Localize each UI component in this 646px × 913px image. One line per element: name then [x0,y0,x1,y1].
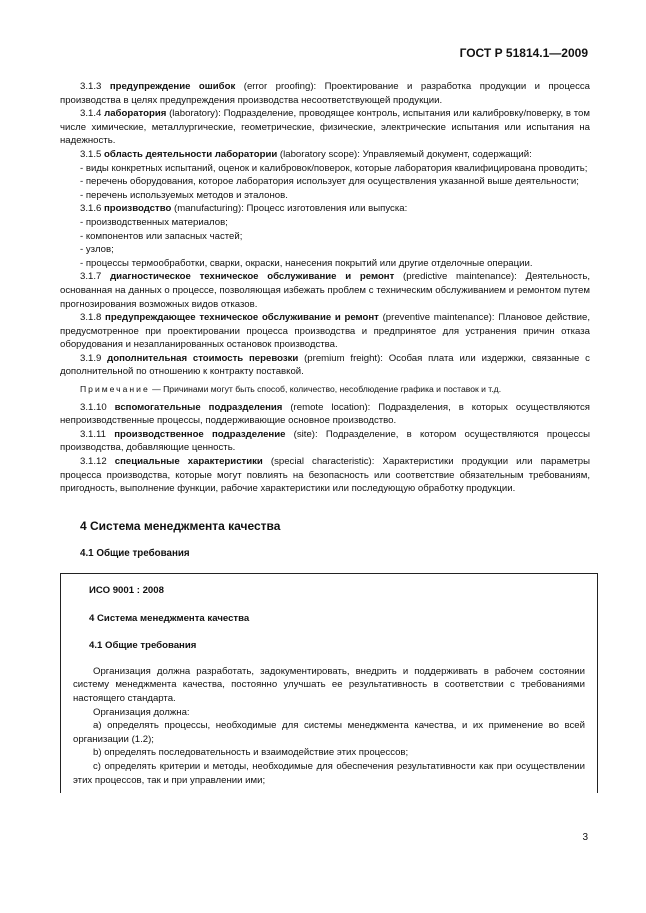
def-term: производственное подразделение [114,428,286,440]
def-term: диагностическое техническое обслуживание и ремонт [110,271,395,283]
subsection-4-1-heading: 4.1 Общие требования [80,548,190,560]
definition-3-1-10 [60,401,590,428]
document-id-header: ГОСТ Р 51814.1—2009 [459,46,588,60]
def-number: 3.1.10 [80,401,115,413]
iso-list-item: b) определять последовательность и взаимодействие этих процессов; [93,747,409,759]
note-text: — Причинами могут быть способ, количество, несоблюдение графика и поставок и т.д. [149,384,502,395]
list-item: - перечень оборудования, которое лаборатория использует для осуществления указанной выше деятельности; [80,176,579,188]
def-text: (site): Подразделение, в котором осуществляются процессы производства, добавляющие ценность. [60,428,590,454]
list-item: - производственных материалов; [80,216,228,228]
def-term: предупреждающее техническое обслуживание и ремонт [105,312,379,324]
def-text: (manufacturing): Процесс изготовления или выпуска: [171,203,408,215]
note-label: Примечание [80,384,150,395]
def-number: 3.1.5 [80,148,105,160]
definition-3-1-5 [60,148,590,162]
definition-3-1-6 [60,202,590,216]
definition-3-1-7 [60,270,590,311]
document-body [60,80,590,793]
def-number: 3.1.6 [80,203,105,215]
def-text: (laboratory): Подразделение, проводящее контроль, испытания или калибровку/поверку, в том числе химические, металлургические, геометрические, физические, электрические испытания или испытания на надежность. [60,108,590,147]
def-number: 3.1.8 [80,312,106,324]
section-4-heading: 4 Система менеджмента качества [80,518,281,533]
iso-list-item: a) определять процессы, необходимые для системы менеджмента качества, и их применение во всей организации (1.2); [73,720,585,745]
page-number: 3 [582,832,588,843]
list-item: - процессы термообработки, сварки, окраски, нанесения покрытий или другие отделочные операции. [80,257,533,269]
iso-section-heading: 4 Система менеджмента качества [89,612,250,624]
def-number: 3.1.9 [80,352,108,364]
iso-paragraph: Организация должна разработать, задокументировать, внедрить и поддерживать в рабочем состоянии систему менеджмента качества, постоянно улучшать ее результативность в соответствии с требованиями настоящего стандарта. [73,665,585,704]
definition-3-1-4 [60,107,590,148]
def-number: 3.1.7 [80,271,111,283]
iso-list-item: c) определять критерии и методы, необходимые для обеспечения результативности как при осуществлении этих процессов, так и при управлении ими; [73,760,585,786]
def-term: лаборатория [104,108,167,120]
definition-3-1-8 [60,311,590,352]
list-item: - узлов; [80,244,114,256]
def-text: (error proofing): Проектирование и разработка продукции и процесса производства в целях предупреждения производства несоответствующей продукции. [60,81,590,106]
def-term: дополнительная стоимость перевозки [107,352,299,364]
def-term: предупреждение ошибок [109,81,236,92]
def-text: (special characteristic): Характеристики продукции или параметры процесса производства, которые могут повлиять на безопасность или соответствие обязательным требованиям, пригодность, выполнение функции, рабочие характеристики или последующую обработку продукции. [60,456,591,495]
def-term: специальные характеристики [114,456,263,468]
def-number: 3.1.12 [80,456,115,468]
def-number: 3.1.4 [80,108,105,120]
definition-3-1-11 [60,428,590,455]
list-item: - компонентов или запасных частей; [80,230,243,242]
definition-3-1-12 [60,455,590,496]
def-text: (laboratory scope): Управляемый документ, содержащий: [277,148,532,160]
iso-source-label: ИСО 9001 : 2008 [89,585,164,596]
def-text: (predictive maintenance): Деятельность, основанная на данных о процессе, позволяющая избежать проблем с техническим обслуживанием и ремонтом путем прогнозирования возможных видов отказов. [60,271,590,310]
list-item: - виды конкретных испытаний, оценок и калибровок/поверок, которые лаборатория квалифицирована проводить; [80,162,588,174]
iso-quote-box [60,573,598,793]
def-text: (preventive maintenance): Плановое действие, предусмотренное при проектировании процесса производства и предпринятое для устранения причин отказа оборудования и незапланированных остановок производства. [60,312,590,351]
definition-3-1-9 [60,352,590,379]
def-number: 3.1.11 [80,428,115,440]
def-term: область деятельности лаборатории [104,148,278,160]
def-text: (premium freight): Особая плата или издержки, связанные с дополнительной по отношению к контракту поставкой. [60,352,590,378]
list-item: - перечень используемых методов и эталонов. [80,189,288,201]
note-paragraph [60,383,590,397]
iso-subsection-heading: 4.1 Общие требования [89,640,197,652]
iso-paragraph: Организация должна: [93,706,190,718]
def-text: (remote location): Подразделения, в которых осуществляются непроизводственные процессы, поддерживающие основное производство. [60,401,591,427]
def-number: 3.1.3 [80,81,110,92]
def-term: производство [104,203,172,215]
def-term: вспомогательные подразделения [114,401,283,413]
definition-3-1-3 [60,80,590,107]
